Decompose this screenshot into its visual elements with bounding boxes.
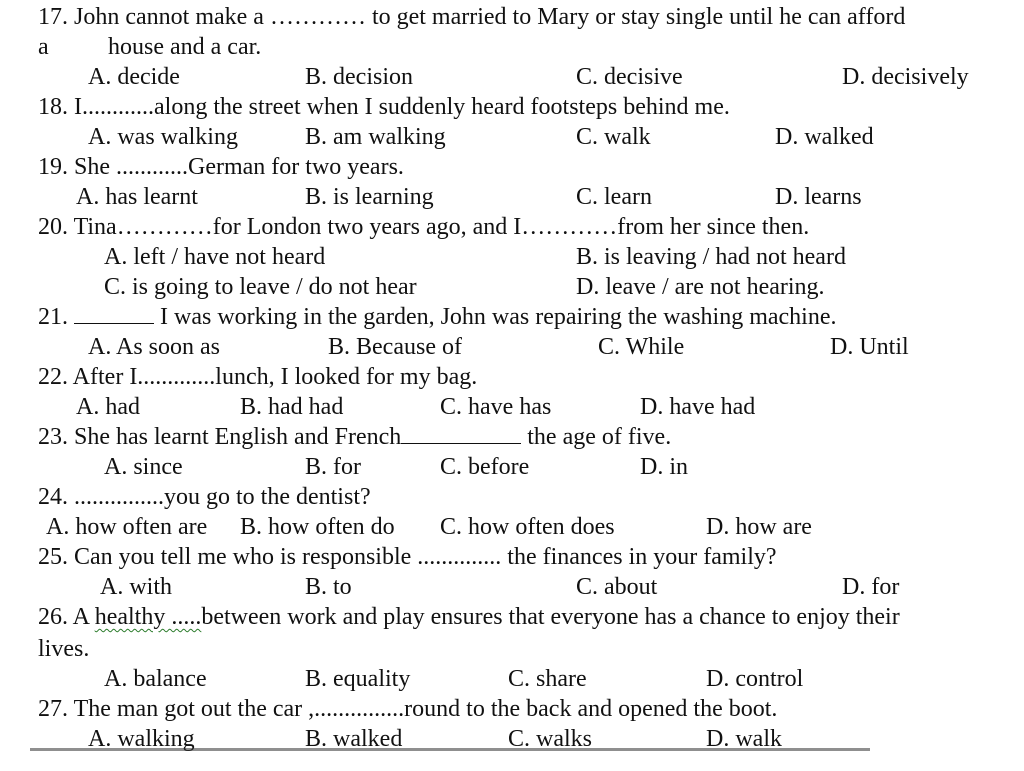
q21-number: 21.: [38, 304, 68, 330]
q18-option-c: C. walk: [576, 124, 651, 150]
q18-option-b: B. am walking: [305, 124, 446, 150]
q23-stem-start: 23. She has learnt English and French: [38, 424, 402, 450]
q27-stem: 27. The man got out the car ,...............round to the back and opened the boot.: [38, 696, 778, 722]
q22-option-c: C. have has: [440, 394, 552, 420]
q21-option-b: B. Because of: [328, 334, 462, 360]
q26-stem: [38, 602, 900, 632]
q27-option-a: A. walking: [88, 726, 195, 752]
q21-option-c: C. While: [598, 334, 685, 360]
q27-option-b: B. walked: [305, 726, 403, 752]
q23-option-d: D. in: [640, 454, 688, 480]
q23-option-b: B. for: [305, 454, 361, 480]
q21-option-a: A. As soon as: [88, 334, 221, 360]
q26-option-a: A. balance: [104, 666, 207, 692]
q22-option-d: D. have had: [640, 394, 756, 420]
q20-option-c: C. is going to leave / do not hear: [104, 274, 417, 300]
q24-option-c: C. how often does: [440, 514, 615, 540]
q17-option-d: D. decisively: [842, 64, 969, 90]
q25-option-c: C. about: [576, 574, 658, 600]
q26-option-c: C. share: [508, 666, 587, 692]
q17-stem-cont: house and a car.: [108, 34, 262, 60]
q26-stem-rest: between work and play ensures that everyone has a chance to enjoy their: [201, 604, 900, 630]
q23-stem-end: the age of five.: [527, 424, 672, 450]
q24-option-b: B. how often do: [240, 514, 395, 540]
q24-option-a: A. how often are: [46, 514, 208, 540]
q19-option-d: D. learns: [775, 184, 862, 210]
q22-option-b: B. had had: [240, 394, 344, 420]
q23-blank: [401, 423, 521, 444]
q21-stem-rest: I was working in the garden, John was repairing the washing machine.: [160, 304, 837, 330]
q20-stem: 20. Tina…………for London two years ago, and I…………from her since then.: [38, 214, 810, 240]
q17-option-b: B. decision: [305, 64, 413, 90]
q19-option-a: A. has learnt: [76, 184, 198, 210]
q25-stem: 25. Can you tell me who is responsible .............. the finances in your family?: [38, 544, 777, 570]
q17-option-a: A. decide: [88, 64, 180, 90]
q18-option-a: A. was walking: [88, 124, 238, 150]
q19-stem: 19. She ............German for two years.: [38, 154, 404, 180]
q22-stem: 22. After I.............lunch, I looked for my bag.: [38, 364, 478, 390]
q21-stem: [38, 302, 837, 332]
q26-option-d: D. control: [706, 666, 804, 692]
cut-off-text-line: [30, 748, 870, 771]
q19-option-b: B. is learning: [305, 184, 434, 210]
q26-prefix: 26. A: [38, 604, 89, 630]
q17-option-c: C. decisive: [576, 64, 683, 90]
q17-stem: 17. John cannot make a ………… to get married to Mary or stay single until he can afford: [38, 4, 906, 30]
q22-option-a: A. had: [76, 394, 140, 420]
q27-option-d: D. walk: [706, 726, 782, 752]
q21-blank: [74, 303, 154, 324]
q18-stem: 18. I............along the street when I suddenly heard footsteps behind me.: [38, 94, 730, 120]
q25-option-d: D. for: [842, 574, 900, 600]
q20-option-a: A. left / have not heard: [104, 244, 326, 270]
q24-option-d: D. how are: [706, 514, 812, 540]
q26-option-b: B. equality: [305, 666, 411, 692]
q17-stem-a: a: [38, 34, 49, 60]
q21-option-d: D. Until: [830, 334, 909, 360]
q23-option-a: A. since: [104, 454, 183, 480]
q20-option-b: B. is leaving / had not heard: [576, 244, 846, 270]
q23-stem: [38, 422, 671, 452]
q26-spellcheck-word: healthy .....: [94, 604, 202, 630]
q19-option-c: C. learn: [576, 184, 652, 210]
q26-stem-line2: lives.: [38, 636, 90, 662]
q25-option-a: A. with: [100, 574, 172, 600]
q27-option-c: C. walks: [508, 726, 592, 752]
q23-option-c: C. before: [440, 454, 530, 480]
q18-option-d: D. walked: [775, 124, 874, 150]
q20-option-d: D. leave / are not hearing.: [576, 274, 825, 300]
q24-stem: 24. ...............you go to the dentist?: [38, 484, 371, 510]
q25-option-b: B. to: [305, 574, 352, 600]
